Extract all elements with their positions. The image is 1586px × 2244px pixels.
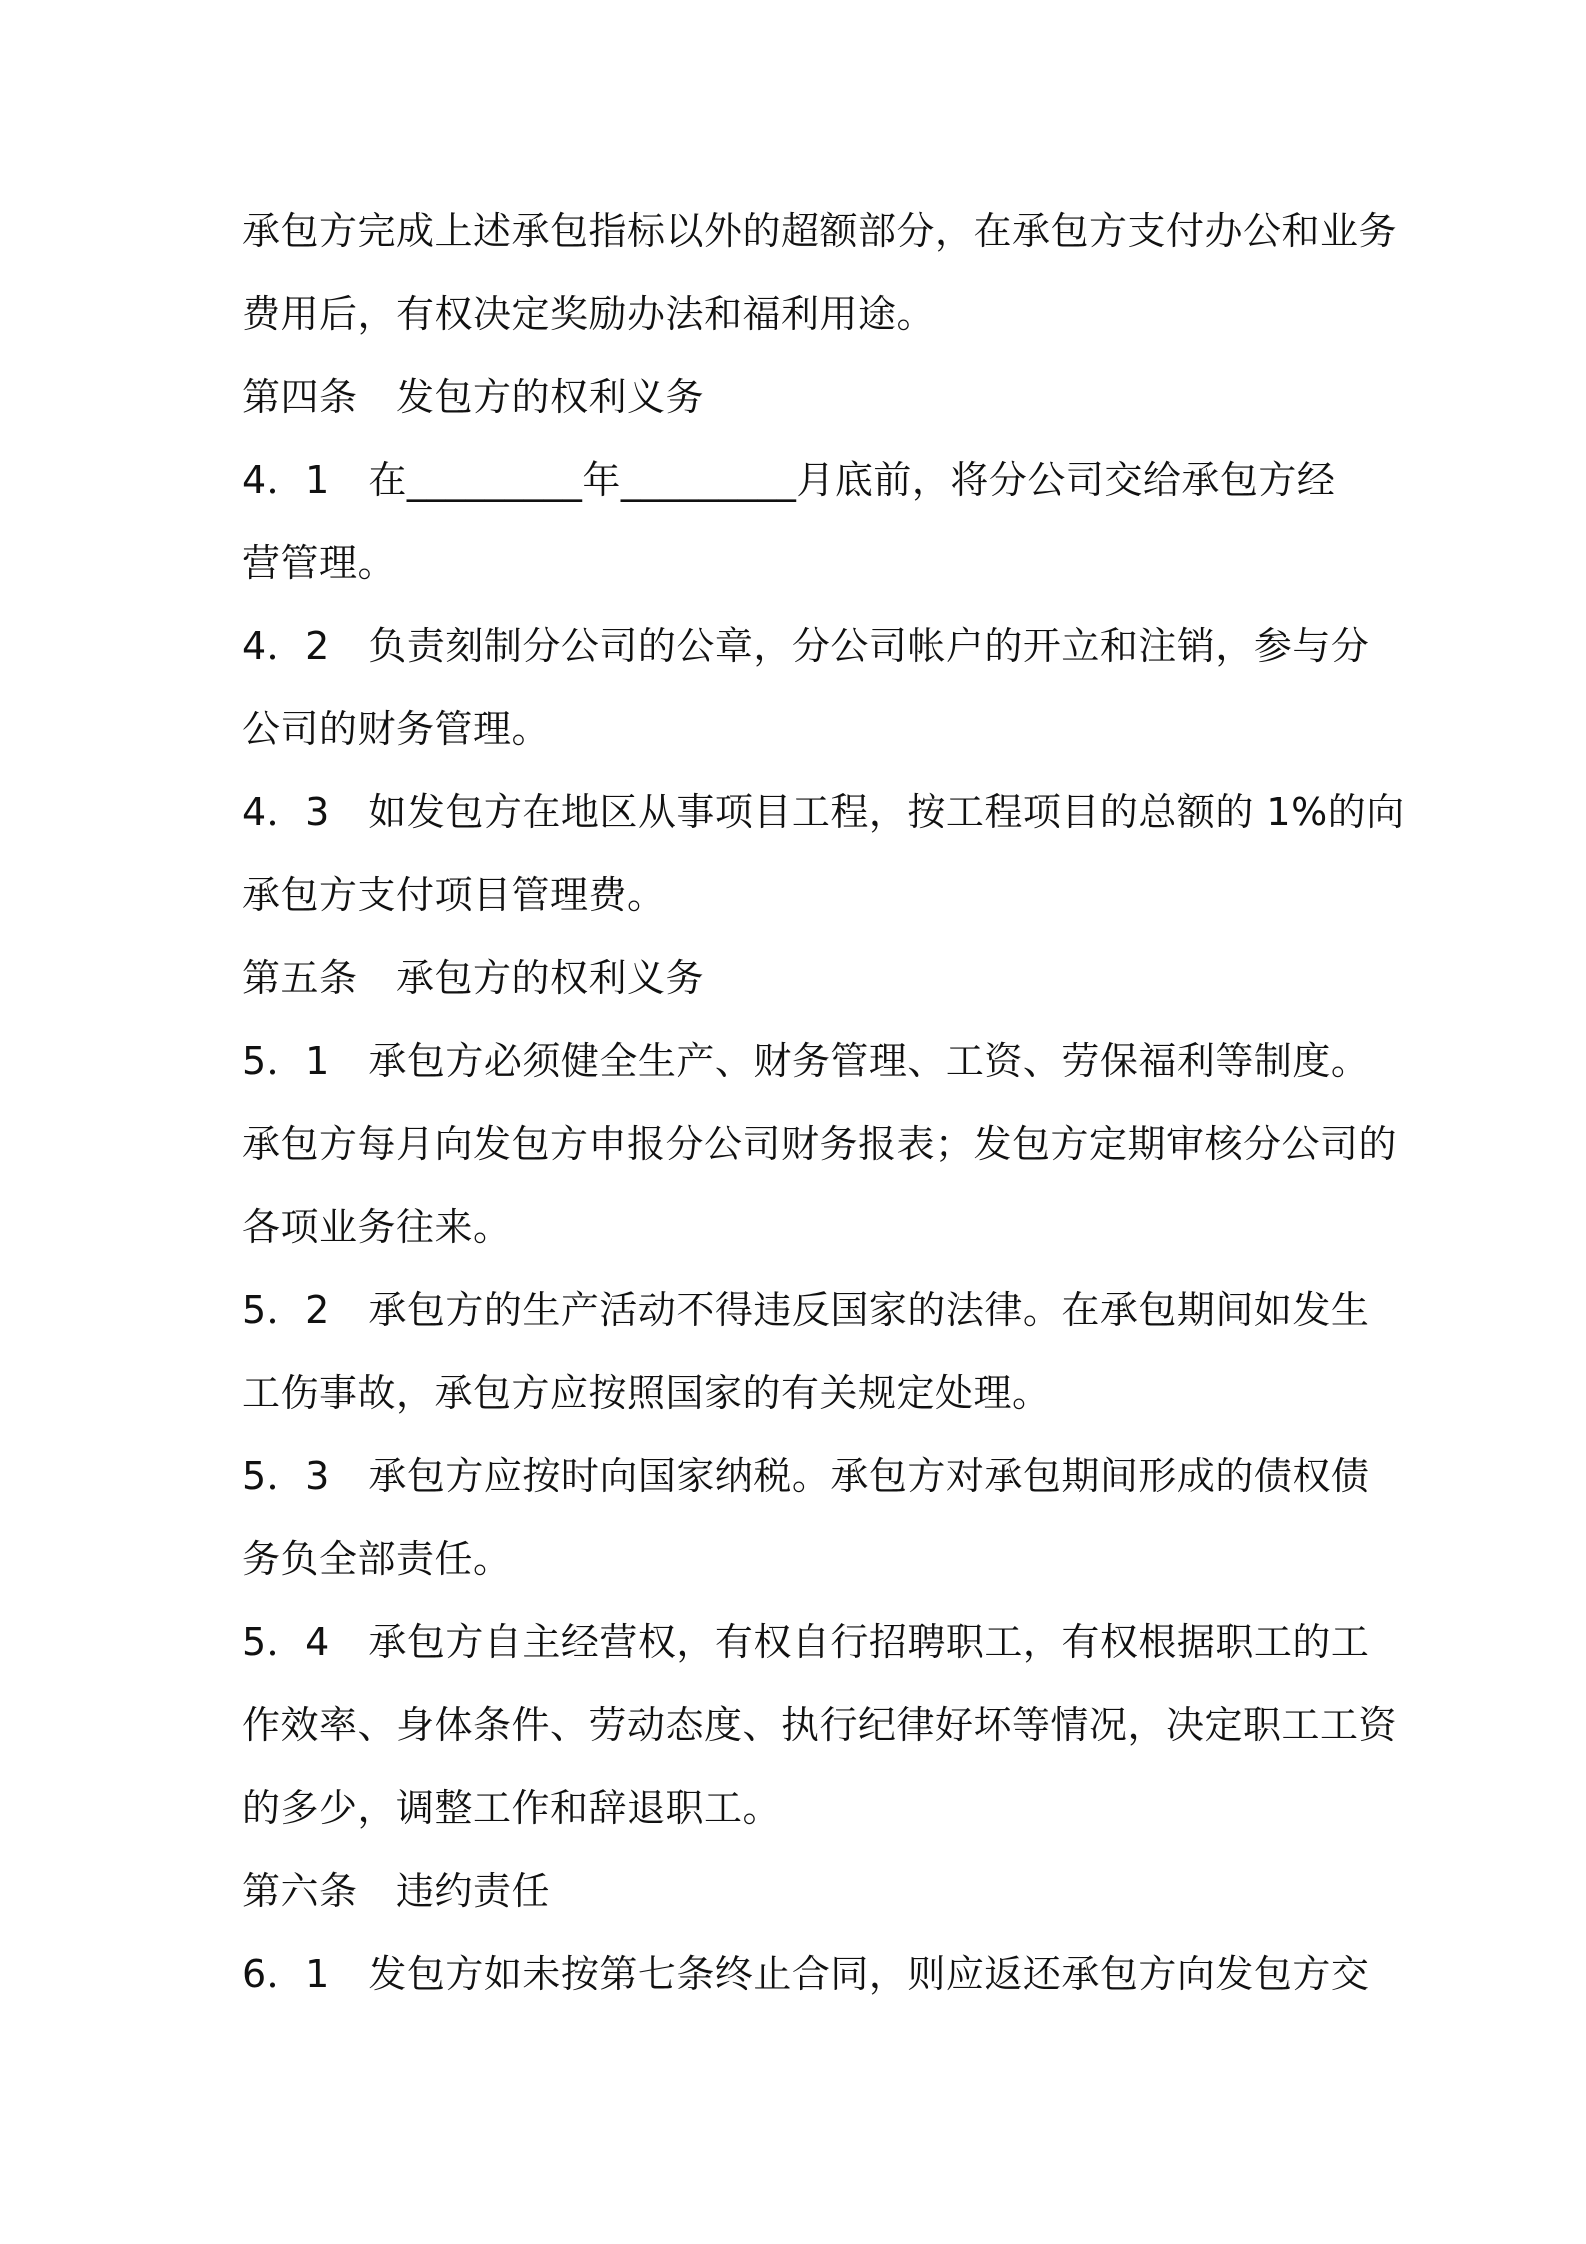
paragraph-line: 各项业务往来。 <box>242 1205 512 1249</box>
clause-line: 5．1 承包方必须健全生产、财务管理、工资、劳保福利等制度。 <box>242 1039 1370 1083</box>
paragraph-line: 承包方每月向发包方申报分公司财务报表；发包方定期审核分公司的 <box>242 1122 1398 1166</box>
clause-line: 5．3 承包方应按时向国家纳税。承包方对承包期间形成的债权债 <box>242 1454 1370 1498</box>
paragraph-line: 承包方支付项目管理费。 <box>242 873 666 917</box>
paragraph-line: 工伤事故，承包方应按照国家的有关规定处理。 <box>242 1371 1051 1415</box>
paragraph-line: 的多少，调整工作和辞退职工。 <box>242 1786 782 1830</box>
article-heading: 第五条 承包方的权利义务 <box>242 956 705 1000</box>
paragraph-line: 承包方完成上述承包指标以外的超额部分，在承包方支付办公和业务 <box>242 209 1398 253</box>
clause-line: 5．2 承包方的生产活动不得违反国家的法律。在承包期间如发生 <box>242 1288 1370 1332</box>
paragraph-line: 营管理。 <box>242 541 397 585</box>
paragraph-line: 务负全部责任。 <box>242 1537 512 1581</box>
clause-line: 5．4 承包方自主经营权，有权自行招聘职工，有权根据职工的工 <box>242 1620 1370 1664</box>
clause-line: 4．1 在_________年_________月底前，将分公司交给承包方经 <box>242 458 1336 502</box>
article-heading: 第四条 发包方的权利义务 <box>242 375 705 419</box>
clause-line: 6．1 发包方如未按第七条终止合同，则应返还承包方向发包方交 <box>242 1952 1370 1996</box>
article-heading: 第六条 违约责任 <box>242 1869 551 1913</box>
paragraph-line: 公司的财务管理。 <box>242 707 551 751</box>
paragraph-line: 作效率、身体条件、劳动态度、执行纪律好坏等情况，决定职工工资 <box>242 1703 1398 1747</box>
paragraph-line: 费用后，有权决定奖励办法和福利用途。 <box>242 292 936 336</box>
document-body <box>242 190 1405 2016</box>
clause-line: 4．2 负责刻制分公司的公章，分公司帐户的开立和注销，参与分 <box>242 624 1370 668</box>
clause-line: 4．3 如发包方在地区从事项目工程，按工程项目的总额的 1%的向 <box>242 790 1405 834</box>
